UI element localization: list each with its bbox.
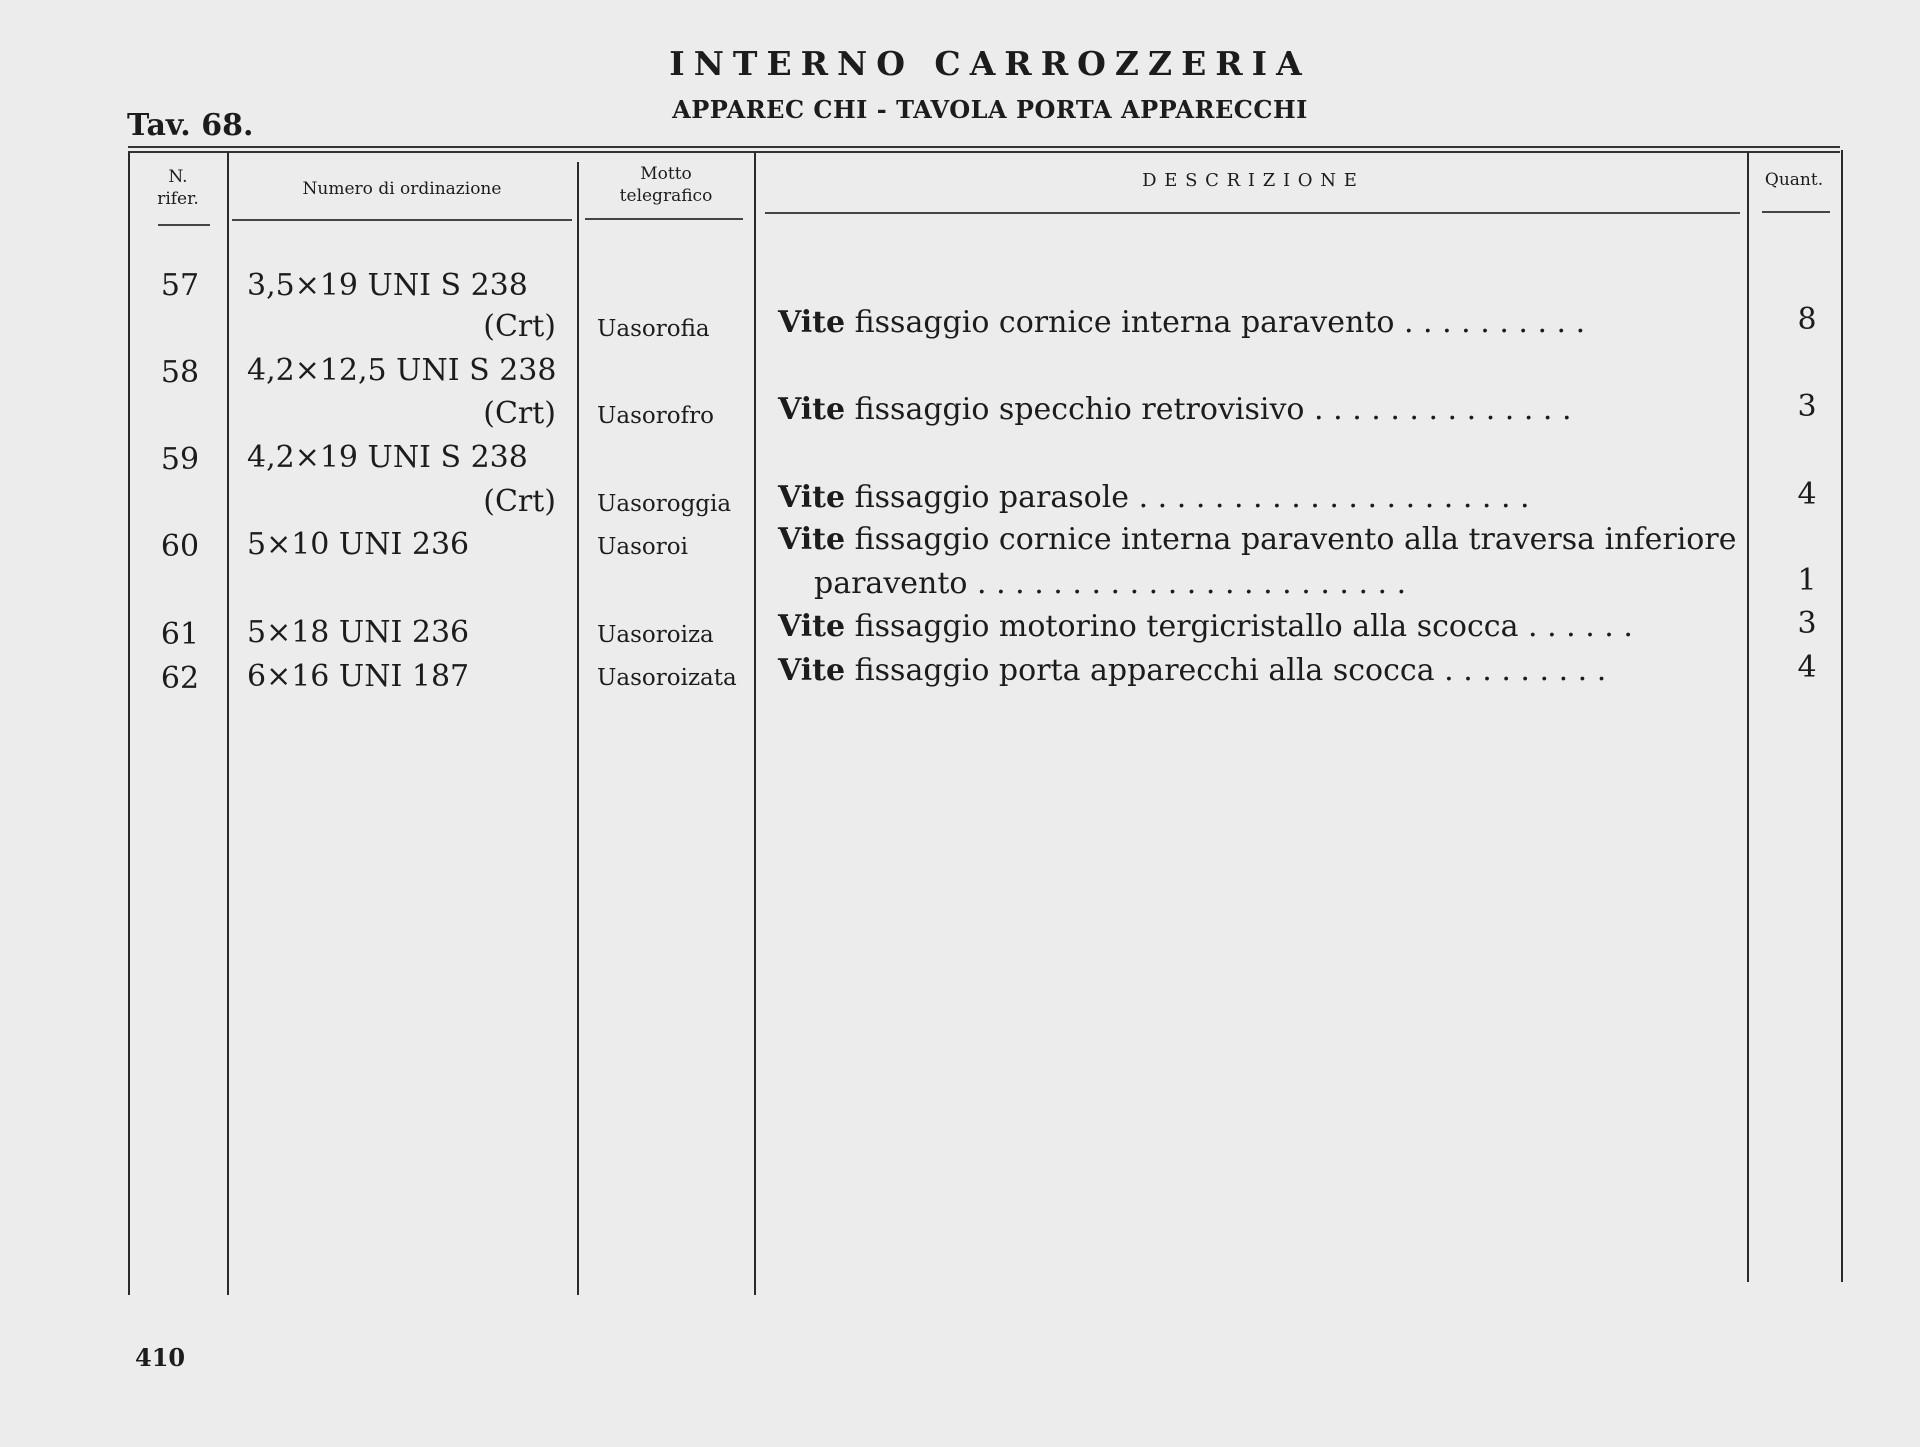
row-57-motto: Uasorofia <box>597 316 710 342</box>
row-57-dots: . . . . . . . . . . <box>1403 305 1586 340</box>
column-header-rif <box>135 166 221 210</box>
column-line-ordinazione <box>577 162 579 1295</box>
row-59-dots: . . . . . . . . . . . . . . . . . . . . . <box>1138 480 1530 515</box>
row-62-descrizione <box>778 653 1606 689</box>
row-62-dots: . . . . . . . . . <box>1444 653 1607 688</box>
row-57-rif: 57 <box>160 268 200 303</box>
row-60-motto: Uasoroi <box>597 534 688 560</box>
column-line-rif <box>227 152 229 1295</box>
row-58-desc-bold: Vite <box>778 392 846 427</box>
row-59-quantita: 4 <box>1797 477 1817 512</box>
row-59-desc-bold: Vite <box>778 480 846 515</box>
row-62-motto: Uasoroizata <box>597 665 737 691</box>
column-header-ordinazione: Numero di ordinazione <box>302 179 502 199</box>
row-60-ordinazione: 5×10 UNI 236 <box>247 527 470 562</box>
column-line-right <box>1841 150 1843 1282</box>
column-header-motto-line1: Motto <box>640 164 692 184</box>
row-58-dots: . . . . . . . . . . . . . . <box>1314 392 1572 427</box>
row-60-rif: 60 <box>160 529 200 564</box>
row-61-desc-text: fissaggio motorino tergicristallo alla scocca <box>854 609 1519 644</box>
row-58-rif: 58 <box>160 355 200 390</box>
column-line-left <box>128 152 130 1295</box>
row-62-quantita: 4 <box>1797 650 1817 685</box>
row-58-motto: Uasorofro <box>597 403 714 429</box>
row-59-crt: (Crt) <box>483 484 556 519</box>
table-label: Tav. 68. <box>127 108 254 143</box>
row-58-descrizione <box>778 392 1572 428</box>
row-58-crt: (Crt) <box>483 396 556 431</box>
row-62-desc-text: fissaggio porta apparecchi alla scocca <box>854 653 1435 688</box>
header-underline-descrizione <box>765 212 1740 214</box>
page-subtitle: APPAREC CHI - TAVOLA PORTA APPARECCHI <box>672 95 1308 124</box>
row-59-motto: Uasoroggia <box>597 491 732 517</box>
column-header-motto-line2: telegrafico <box>619 186 713 206</box>
row-58-quantita: 3 <box>1797 389 1817 424</box>
header-underline-motto <box>585 218 743 220</box>
row-61-descrizione <box>778 609 1633 645</box>
column-header-rif-line2: rifer. <box>157 189 199 209</box>
row-57-desc-bold: Vite <box>778 305 846 340</box>
header-rule <box>128 146 1840 148</box>
row-57-crt: (Crt) <box>483 309 556 344</box>
row-61-motto: Uasoroiza <box>597 622 714 648</box>
row-59-descrizione <box>778 480 1530 516</box>
row-57-ordinazione: 3,5×19 UNI S 238 <box>247 268 528 303</box>
row-57-descrizione <box>778 305 1585 341</box>
row-61-dots: . . . . . . <box>1528 609 1633 644</box>
page-number: 410 <box>135 1343 186 1372</box>
row-60-desc-bold: Vite <box>778 522 846 557</box>
row-60-quantita: 1 <box>1797 563 1817 598</box>
header-rule-secondary <box>128 151 1840 153</box>
row-58-ordinazione: 4,2×12,5 UNI S 238 <box>247 353 557 388</box>
row-59-rif: 59 <box>160 442 200 477</box>
row-57-desc-text: fissaggio cornice interna paravento <box>854 305 1395 340</box>
row-61-desc-bold: Vite <box>778 609 846 644</box>
row-61-ordinazione: 5×18 UNI 236 <box>247 615 470 650</box>
row-60-descrizione-cont <box>814 566 1406 602</box>
column-line-motto <box>754 152 756 1295</box>
row-61-quantita: 3 <box>1797 606 1817 641</box>
row-60-dots: . . . . . . . . . . . . . . . . . . . . . . . <box>977 566 1407 601</box>
header-underline-ordinazione <box>232 219 572 221</box>
row-59-ordinazione: 4,2×19 UNI S 238 <box>247 440 528 475</box>
column-header-motto <box>585 163 747 207</box>
column-header-descrizione: D E S C R I Z I O N E <box>1142 170 1358 191</box>
row-58-desc-text: fissaggio specchio retrovisivo <box>854 392 1305 427</box>
row-60-desc-text: fissaggio cornice interna paravento alla traversa inferiore <box>854 522 1737 557</box>
row-62-rif: 62 <box>160 661 200 696</box>
row-61-rif: 61 <box>160 617 200 652</box>
header-underline-quantita <box>1762 211 1830 213</box>
row-57-quantita: 8 <box>1797 302 1817 337</box>
row-62-ordinazione: 6×16 UNI 187 <box>247 659 470 694</box>
row-62-desc-bold: Vite <box>778 653 846 688</box>
header-underline-rif <box>158 224 210 226</box>
page-title: INTERNO CARROZZERIA <box>669 44 1311 83</box>
column-line-descrizione <box>1747 152 1749 1282</box>
row-60-descrizione <box>778 522 1736 558</box>
column-header-quantita: Quant. <box>1764 170 1824 190</box>
row-59-desc-text: fissaggio parasole <box>854 480 1130 515</box>
row-60-desc-text2: paravento <box>814 566 968 601</box>
column-header-rif-line1: N. <box>168 167 188 187</box>
